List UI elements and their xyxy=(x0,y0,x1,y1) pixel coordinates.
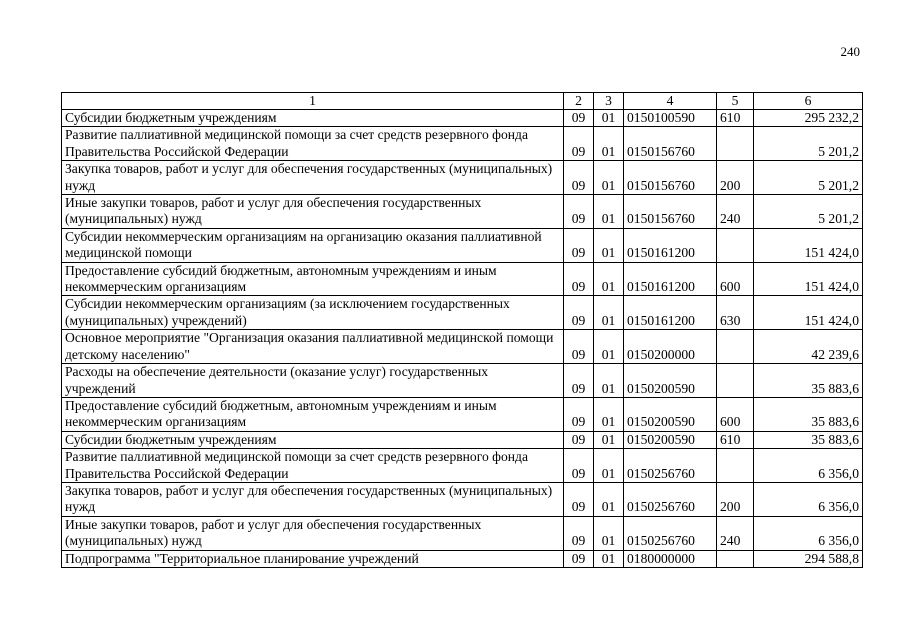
table-row xyxy=(62,127,863,161)
section-cell: 09 xyxy=(564,127,594,161)
amount-cell: 6 356,0 xyxy=(754,449,863,483)
table-row xyxy=(62,431,863,448)
name-cell: Закупка товаров, работ и услуг для обеспечения государственных (муниципальных) нужд xyxy=(62,161,564,195)
name-cell: Закупка товаров, работ и услуг для обеспечения государственных (муниципальных) нужд xyxy=(62,482,564,516)
name-cell: Субсидии бюджетным учреждениям xyxy=(62,431,564,448)
subsection-cell: 01 xyxy=(594,262,624,296)
name-cell: Иные закупки товаров, работ и услуг для обеспечения государственных (муниципальных) нужд xyxy=(62,516,564,550)
subsection-cell: 01 xyxy=(594,431,624,448)
amount-cell: 35 883,6 xyxy=(754,364,863,398)
table-row xyxy=(62,449,863,483)
table-header-row xyxy=(62,93,863,110)
subsection-cell: 01 xyxy=(594,364,624,398)
name-cell: Основное мероприятие "Организация оказания паллиативной медицинской помощи детскому населению" xyxy=(62,330,564,364)
table-row xyxy=(62,330,863,364)
subsection-cell: 01 xyxy=(594,516,624,550)
expense-type-cell: 240 xyxy=(717,195,754,229)
name-cell: Субсидии бюджетным учреждениям xyxy=(62,110,564,127)
expense-type-cell xyxy=(717,364,754,398)
expense-type-cell: 600 xyxy=(717,262,754,296)
table-row xyxy=(62,161,863,195)
amount-cell: 6 356,0 xyxy=(754,482,863,516)
target-article-cell: 0150161200 xyxy=(624,296,717,330)
target-article-cell: 0150156760 xyxy=(624,161,717,195)
section-cell: 09 xyxy=(564,550,594,567)
target-article-cell: 0150200590 xyxy=(624,397,717,431)
name-cell: Предоставление субсидий бюджетным, автономным учреждениям и иным некоммерческим организациям xyxy=(62,397,564,431)
expense-type-cell: 610 xyxy=(717,110,754,127)
table-row xyxy=(62,262,863,296)
target-article-cell: 0150156760 xyxy=(624,195,717,229)
expense-type-cell xyxy=(717,127,754,161)
budget-table xyxy=(61,92,863,568)
target-article-cell: 0150161200 xyxy=(624,262,717,296)
section-cell: 09 xyxy=(564,449,594,483)
expense-type-cell: 200 xyxy=(717,161,754,195)
target-article-cell: 0150256760 xyxy=(624,449,717,483)
table-row xyxy=(62,364,863,398)
section-cell: 09 xyxy=(564,516,594,550)
target-article-cell: 0150200590 xyxy=(624,431,717,448)
table-row xyxy=(62,516,863,550)
subsection-cell: 01 xyxy=(594,110,624,127)
section-cell: 09 xyxy=(564,110,594,127)
target-article-cell: 0150256760 xyxy=(624,482,717,516)
target-article-cell: 0150200590 xyxy=(624,364,717,398)
expense-type-cell: 610 xyxy=(717,431,754,448)
target-article-cell: 0150200000 xyxy=(624,330,717,364)
name-cell: Развитие паллиативной медицинской помощи за счет средств резервного фонда Правительства Российской Федерации xyxy=(62,127,564,161)
header-cell: 1 xyxy=(62,93,564,110)
amount-cell: 35 883,6 xyxy=(754,431,863,448)
section-cell: 09 xyxy=(564,364,594,398)
name-cell: Подпрограмма "Территориальное планирование учреждений xyxy=(62,550,564,567)
table-row xyxy=(62,482,863,516)
amount-cell: 151 424,0 xyxy=(754,296,863,330)
target-article-cell: 0150156760 xyxy=(624,127,717,161)
name-cell: Развитие паллиативной медицинской помощи за счет средств резервного фонда Правительства Российской Федерации xyxy=(62,449,564,483)
subsection-cell: 01 xyxy=(594,397,624,431)
table-row xyxy=(62,228,863,262)
section-cell: 09 xyxy=(564,195,594,229)
subsection-cell: 01 xyxy=(594,127,624,161)
amount-cell: 6 356,0 xyxy=(754,516,863,550)
name-cell: Иные закупки товаров, работ и услуг для обеспечения государственных (муниципальных) нужд xyxy=(62,195,564,229)
target-article-cell: 0150256760 xyxy=(624,516,717,550)
section-cell: 09 xyxy=(564,296,594,330)
amount-cell: 5 201,2 xyxy=(754,195,863,229)
expense-type-cell xyxy=(717,550,754,567)
section-cell: 09 xyxy=(564,431,594,448)
header-cell: 4 xyxy=(624,93,717,110)
amount-cell: 35 883,6 xyxy=(754,397,863,431)
section-cell: 09 xyxy=(564,228,594,262)
expense-type-cell: 630 xyxy=(717,296,754,330)
amount-cell: 151 424,0 xyxy=(754,262,863,296)
section-cell: 09 xyxy=(564,161,594,195)
name-cell: Субсидии некоммерческим организациям на организацию оказания паллиативной медицинской помощи xyxy=(62,228,564,262)
section-cell: 09 xyxy=(564,262,594,296)
subsection-cell: 01 xyxy=(594,330,624,364)
expense-type-cell: 600 xyxy=(717,397,754,431)
target-article-cell: 0150100590 xyxy=(624,110,717,127)
amount-cell: 5 201,2 xyxy=(754,127,863,161)
amount-cell: 42 239,6 xyxy=(754,330,863,364)
target-article-cell: 0150161200 xyxy=(624,228,717,262)
table-row xyxy=(62,296,863,330)
subsection-cell: 01 xyxy=(594,449,624,483)
expense-type-cell: 200 xyxy=(717,482,754,516)
section-cell: 09 xyxy=(564,330,594,364)
section-cell: 09 xyxy=(564,482,594,516)
target-article-cell: 0180000000 xyxy=(624,550,717,567)
header-cell: 6 xyxy=(754,93,863,110)
name-cell: Расходы на обеспечение деятельности (оказание услуг) государственных учреждений xyxy=(62,364,564,398)
subsection-cell: 01 xyxy=(594,482,624,516)
amount-cell: 295 232,2 xyxy=(754,110,863,127)
table-row xyxy=(62,397,863,431)
expense-type-cell xyxy=(717,330,754,364)
expense-type-cell xyxy=(717,228,754,262)
table-row xyxy=(62,110,863,127)
subsection-cell: 01 xyxy=(594,296,624,330)
table-row xyxy=(62,550,863,567)
subsection-cell: 01 xyxy=(594,550,624,567)
subsection-cell: 01 xyxy=(594,195,624,229)
header-cell: 5 xyxy=(717,93,754,110)
name-cell: Предоставление субсидий бюджетным, автономным учреждениям и иным некоммерческим организациям xyxy=(62,262,564,296)
amount-cell: 294 588,8 xyxy=(754,550,863,567)
header-cell: 3 xyxy=(594,93,624,110)
subsection-cell: 01 xyxy=(594,161,624,195)
header-cell: 2 xyxy=(564,93,594,110)
table-row xyxy=(62,195,863,229)
page-number: 240 xyxy=(840,44,860,59)
expense-type-cell: 240 xyxy=(717,516,754,550)
amount-cell: 151 424,0 xyxy=(754,228,863,262)
expense-type-cell xyxy=(717,449,754,483)
section-cell: 09 xyxy=(564,397,594,431)
amount-cell: 5 201,2 xyxy=(754,161,863,195)
name-cell: Субсидии некоммерческим организациям (за исключением государственных (муниципальных) учреждений) xyxy=(62,296,564,330)
subsection-cell: 01 xyxy=(594,228,624,262)
